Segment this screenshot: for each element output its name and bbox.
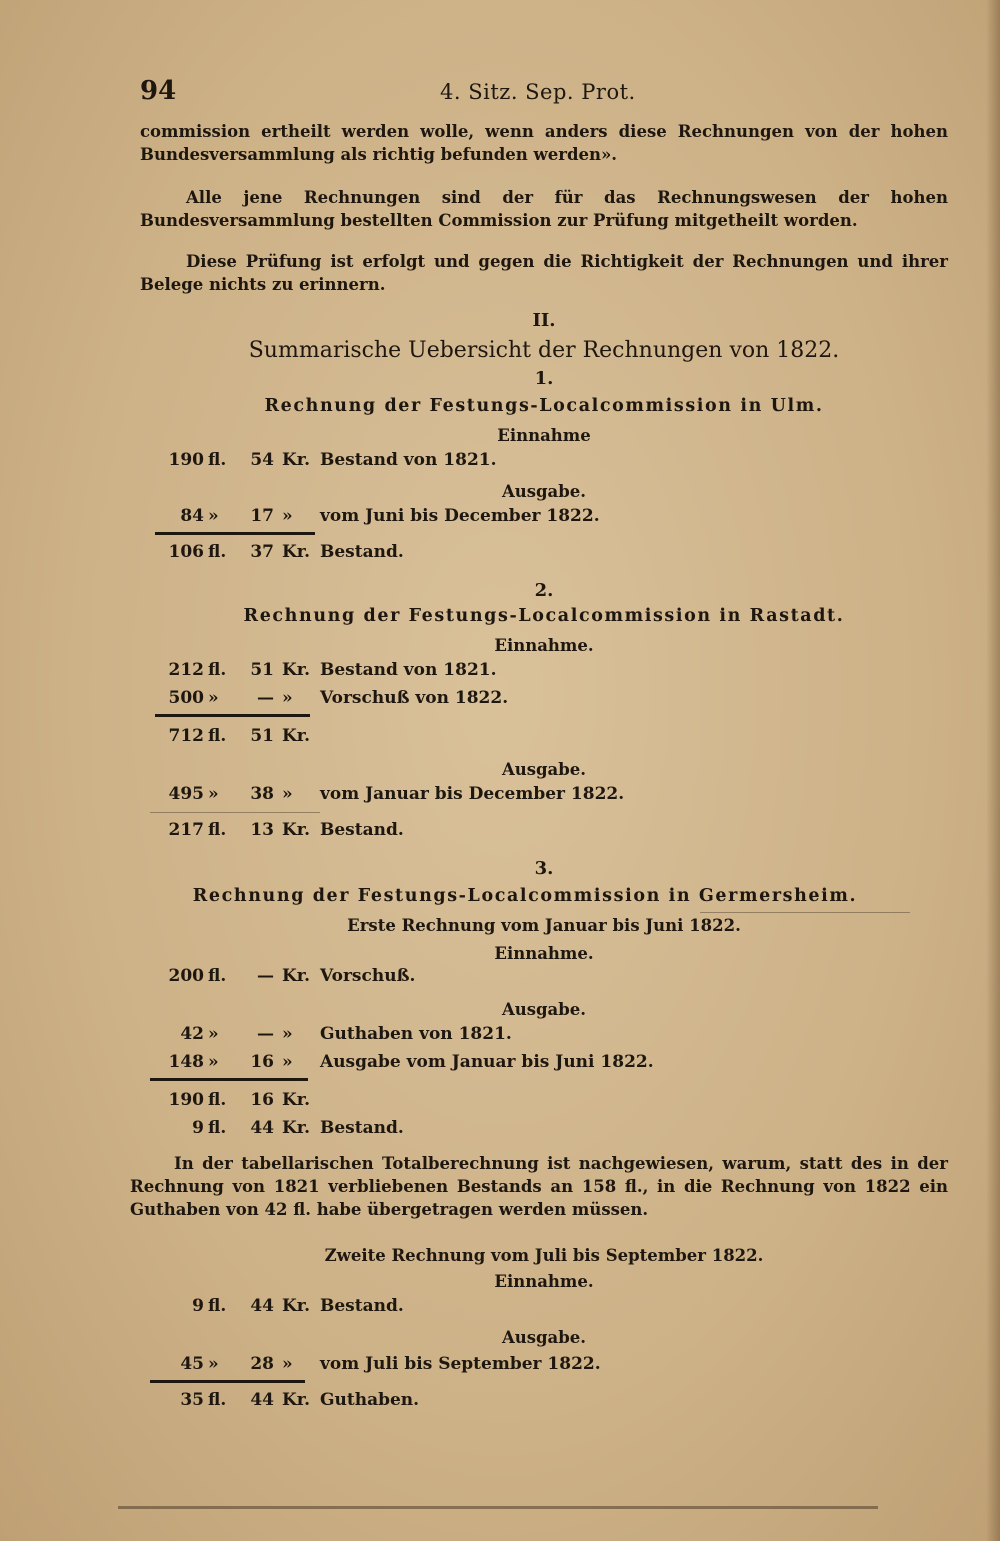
account-1-number: 1. [534,368,554,389]
sum-rule [150,812,320,813]
sum-rule [155,714,310,717]
running-title: 4. Sitz. Sep. Prot. [440,80,636,104]
account-3-income-label: Einnahme. [494,944,594,963]
account-1-title: Rechnung der Festungs-Localcommission in Ulm. [264,396,824,416]
section-title: Summarische Uebersicht der Rechnungen von 1822. [248,338,840,363]
account-3-second-expense-label: Ausgabe. [501,1328,587,1347]
account-2-expense-label: Ausgabe. [501,760,587,779]
title-underline [700,912,910,913]
account-3-first-period: Erste Rechnung vom Januar bis Juni 1822. [347,916,741,935]
account-3-number: 3. [534,858,554,879]
document-page: 94 4. Sitz. Sep. Prot. commission ertheilt werden wolle, wenn anders diese Rechnungen von der hohen Bundesversammlung als richtig befunden werden». Alle jene Rechnungen sind der für das Rechnungswesen der hohen Bundesversammlung bestellten Commission zur Prüfung mitgetheilt worden. Diese Prüfung ist erfolgt und gegen die Richtigkeit der Rechnungen und ihrer Belege nichts zu erinnern. II. Summarische Uebersicht der Rechnungen von 1822. 1. Rechnung der Festungs-Localcommission in Ulm. Einnahme 190 fl. 54 Kr. Bestand von 1821. Ausgabe. 84 » 17 » vom Juni bis December 1822. 106 fl. 37 Kr. Bestand. 2. Rechnung der Festungs-Localcommission in Rastadt. Einnahme. 212 fl. 51 Kr. Bestand von 1821. 500 » — » Vorschuß von 1822. 712 fl. 51 Kr. Ausgabe. 495 » 38 » vom Januar bis December 1822. 217 fl. 13 Kr. Bestand. 3. Rechnung der Festungs-Localcommission in Germersheim. Erste Rechnung vom Januar bis Juni 1822. Einnahme. 200 fl. — Kr. Vorschuß. Ausgabe. 42 » — » Guthaben von 1821. 148 » 16 » Ausgabe vom Januar bis Juni 1822. 190 fl. 16 Kr. 9 fl. 44 Kr. Bestand. In der tabellarischen Totalberechnung ist nachgewiesen, warum, statt des in der Rechnung von 1821 verbliebenen Bestands an 158 fl., in die Rechnung von 1822 ein Guthaben von 42 fl. habe übergetragen werden müssen. Zweite Rechnung vom Juli bis September 1822. Einnahme. 9 fl. 44 Kr. Bestand. Ausgabe. 45 » 28 » vom Juli bis September 1822. 35 fl. 44 Kr. Guthaben. [0,0,1000,1541]
account-3-second-period: Zweite Rechnung vom Juli bis September 1822. [324,1246,764,1265]
sum-rule [150,1380,305,1383]
paragraph-2: Alle jene Rechnungen sind der für das Rechnungswesen der hohen Bundesversammlung bestellten Commission zur Prüfung mitgetheilt worden. [140,188,948,230]
section-number: II. [532,310,556,331]
paragraph-1: commission ertheilt werden wolle, wenn anders diese Rechnungen von der hohen Bundesversammlung als richtig befunden werden». [140,122,948,164]
page-number: 94 [140,76,177,106]
account-3-title: Rechnung der Festungs-Localcommission in Germersheim. [192,886,858,906]
page-edge-shadow [986,0,1000,1541]
account-2-title: Rechnung der Festungs-Localcommission in Rastadt. [243,606,845,626]
sum-rule [155,532,315,535]
account-3-note: In der tabellarischen Totalberechnung ist nachgewiesen, warum, statt des in der Rechnung von 1821 verbliebenen Bestands an 158 fl., in die Rechnung von 1822 ein Guthaben von 42 fl. habe übergetragen werden müssen. [130,1154,948,1219]
paragraph-3: Diese Prüfung ist erfolgt und gegen die Richtigkeit der Rechnungen und ihrer Belege nichts zu erinnern. [140,252,948,294]
account-3-expense-label: Ausgabe. [501,1000,587,1019]
account-3-second-income-label: Einnahme. [494,1272,594,1291]
account-2-number: 2. [534,580,554,601]
account-1-income-label: Einnahme [497,426,591,445]
sum-rule [150,1078,308,1081]
account-1-expense-label: Ausgabe. [501,482,587,501]
bottom-border-line [118,1506,878,1509]
account-2-income-label: Einnahme. [494,636,594,655]
